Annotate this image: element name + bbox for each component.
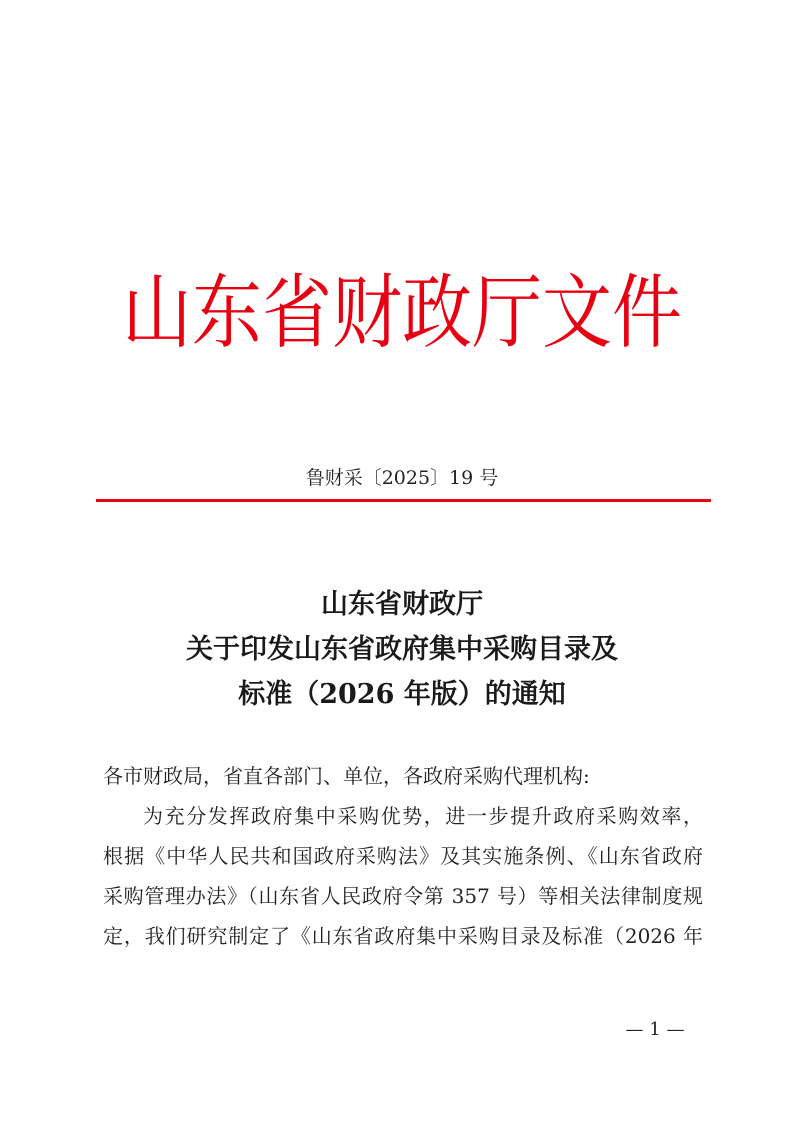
title-line-2: 关于印发山东省政府集中采购目录及 xyxy=(186,634,618,665)
document-number: 鲁财采〔2025〕19 号 xyxy=(305,467,499,489)
paragraph-line: 根据《中华人民共和国政府采购法》及其实施条例、《山东省政府 xyxy=(103,844,703,868)
red-divider-line xyxy=(96,499,711,502)
document-body xyxy=(103,756,703,956)
paragraph-line: 为充分发挥政府集中采购优势，进一步提升政府采购效率， xyxy=(143,804,703,828)
salutation: 各市财政局，省直各部门、单位，各政府采购代理机构: xyxy=(103,764,590,788)
title-line-3: 标准（2026 年版）的通知 xyxy=(238,679,566,710)
page-number: — 1 — xyxy=(625,1019,685,1040)
document-title xyxy=(96,582,708,717)
paragraph-line: 定，我们研究制定了《山东省政府集中采购目录及标准（2026 年 xyxy=(103,924,703,948)
issuer-masthead: 山东省财政厅文件 xyxy=(122,265,682,361)
paragraph-line: 采购管理办法》（山东省人民政府令第 357 号）等相关法律制度规 xyxy=(103,884,703,908)
title-line-1: 山东省财政厅 xyxy=(321,589,483,620)
